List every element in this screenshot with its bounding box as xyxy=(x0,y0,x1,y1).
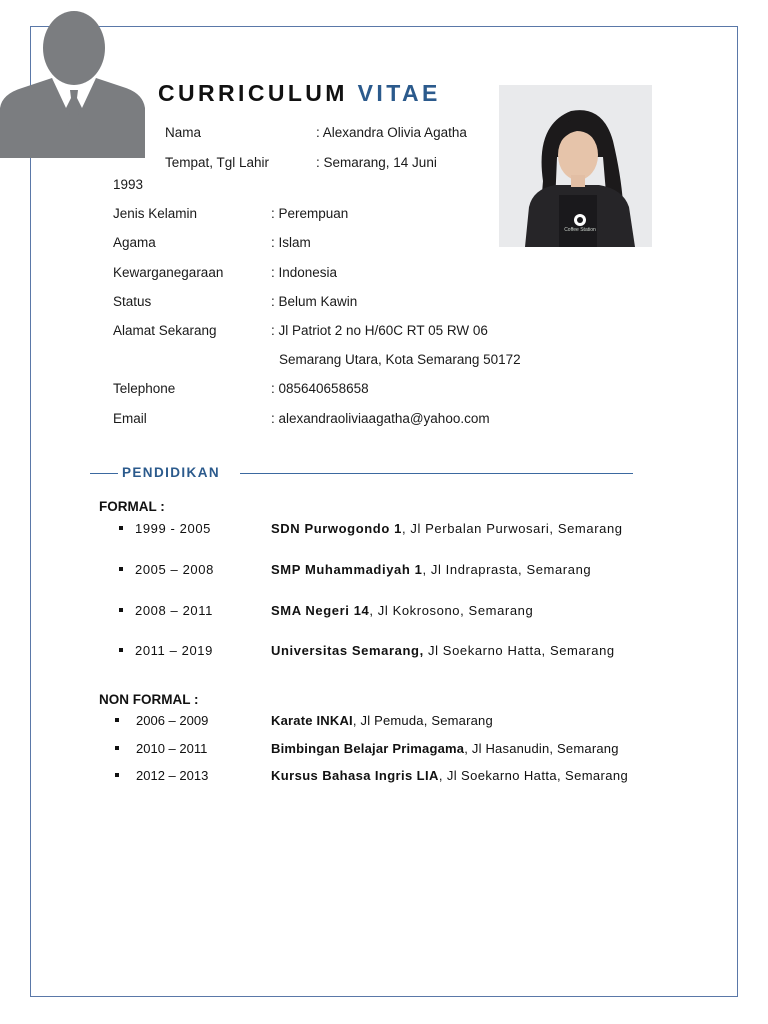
formal-school: SDN Purwogondo 1, Jl Perbalan Purwosari, Semarang xyxy=(271,521,623,536)
formal-school: SMP Muhammadiyah 1, Jl Indraprasta, Semarang xyxy=(271,562,592,577)
title-part2: VITAE xyxy=(357,80,441,106)
profile-photo xyxy=(499,85,652,247)
name-value: : Alexandra Olivia Agatha xyxy=(316,125,467,140)
birth-year: 1993 xyxy=(113,177,144,192)
page-title xyxy=(158,80,441,107)
phone-label: Telephone xyxy=(113,381,176,396)
formal-years: 2011 – 2019 xyxy=(135,643,213,658)
section-line-right xyxy=(240,473,633,474)
religion-value: : Islam xyxy=(271,235,311,250)
formal-school: SMA Negeri 14, Jl Kokrosono, Semarang xyxy=(271,603,534,618)
title-part1: CURRICULUM xyxy=(158,80,348,106)
person-silhouette-icon xyxy=(0,8,145,158)
bullet xyxy=(119,608,123,612)
formal-school: Universitas Semarang, Jl Soekarno Hatta, Semarang xyxy=(271,643,615,658)
status-value: : Belum Kawin xyxy=(271,294,358,309)
email-label: Email xyxy=(113,411,147,426)
nonformal-school: Kursus Bahasa Ingris LIA, Jl Soekarno Hatta, Semarang xyxy=(271,768,629,783)
bullet xyxy=(115,773,119,777)
section-title-pendidikan: PENDIDIKAN xyxy=(122,465,221,480)
address-line1: : Jl Patriot 2 no H/60C RT 05 RW 06 xyxy=(271,323,488,338)
status-label: Status xyxy=(113,294,152,309)
nonformal-school: Bimbingan Belajar Primagama, Jl Hasanudin, Semarang xyxy=(271,741,619,756)
citizenship-label: Kewarganegaraan xyxy=(113,265,224,280)
birth-value: : Semarang, 14 Juni xyxy=(316,155,437,170)
bullet xyxy=(119,567,123,571)
phone-value: : 085640658658 xyxy=(271,381,369,396)
formal-years: 1999 - 2005 xyxy=(135,521,211,536)
gender-label: Jenis Kelamin xyxy=(113,206,198,221)
nonformal-school: Karate INKAI, Jl Pemuda, Semarang xyxy=(271,713,493,728)
nonformal-years: 2010 – 2011 xyxy=(136,741,208,756)
section-line-left xyxy=(90,473,118,474)
nonformal-years: 2012 – 2013 xyxy=(136,768,209,783)
address-line2: Semarang Utara, Kota Semarang 50172 xyxy=(279,352,521,367)
bullet xyxy=(115,718,119,722)
nonformal-title: NON FORMAL : xyxy=(99,692,199,707)
nonformal-years: 2006 – 2009 xyxy=(136,713,209,728)
bullet xyxy=(119,648,123,652)
religion-label: Agama xyxy=(113,235,156,250)
formal-years: 2005 – 2008 xyxy=(135,562,214,577)
apron-text: Coffee Station xyxy=(564,227,596,233)
name-label: Nama xyxy=(165,125,202,140)
email-value: : alexandraoliviaagatha@yahoo.com xyxy=(271,411,490,426)
bullet xyxy=(119,526,123,530)
address-label: Alamat Sekarang xyxy=(113,323,217,338)
formal-years: 2008 – 2011 xyxy=(135,603,213,618)
formal-title: FORMAL : xyxy=(99,499,165,514)
citizenship-value: : Indonesia xyxy=(271,265,338,280)
bullet xyxy=(115,746,119,750)
birth-label: Tempat, Tgl Lahir xyxy=(165,155,270,170)
gender-value: : Perempuan xyxy=(271,206,349,221)
